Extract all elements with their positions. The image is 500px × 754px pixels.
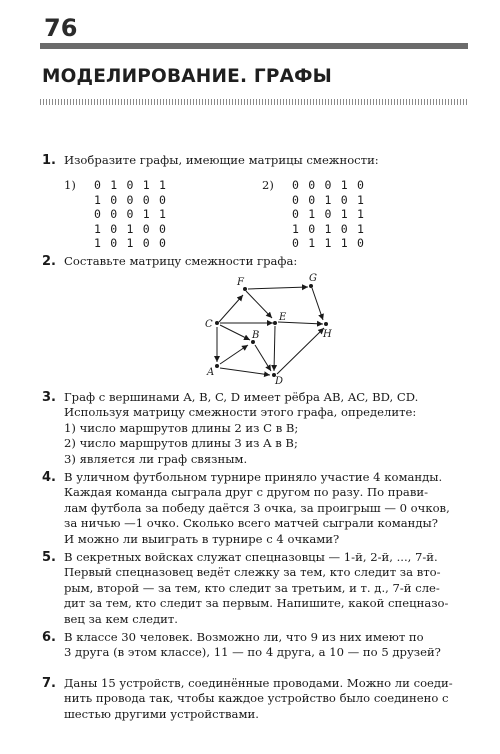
task-4	[42, 470, 472, 547]
task-text-line: нить провода так, чтобы каждое устройство было соединено с	[64, 691, 449, 706]
vertex-g	[309, 284, 313, 288]
edge-c-f	[219, 295, 243, 322]
vertex-label-e: E	[279, 312, 287, 323]
task-text-line: В секретных войсках служат спецназовцы — 1-й, 2-й, ..., 7-й.	[64, 550, 438, 564]
matrix-label: 2)	[262, 178, 274, 192]
matrix-label: 1)	[64, 178, 76, 192]
task-text-line: лам футбола за победу даётся 3 очка, за проигрыш — 0 очков,	[64, 500, 450, 515]
header-bar	[40, 43, 468, 49]
matrix-row: 1 0 0 0 0	[94, 192, 168, 207]
task-subitem: 2) число маршрутов длины 3 из A в B;	[64, 436, 298, 451]
task-text-line: шестью другими устройствами.	[64, 706, 259, 721]
task-1	[42, 153, 472, 168]
vertex-label-g: G	[309, 273, 317, 284]
task-number: 3.	[42, 390, 56, 405]
vertex-label-b: B	[252, 330, 260, 341]
task-subitem: 1) число маршрутов длины 2 из C в B;	[64, 420, 299, 435]
task-number: 1.	[42, 153, 56, 168]
vertex-label-f: F	[237, 277, 244, 288]
task-text-line: Первый спецназовец ведёт слежку за тем, кто следит за вто-	[64, 565, 441, 580]
task-text-line: В уличном футбольном турнире приняло участие 4 команды.	[64, 470, 443, 484]
task-text: Составьте матрицу смежности графа:	[64, 254, 298, 268]
title-underline-hatch	[40, 99, 468, 105]
task-5	[42, 550, 472, 627]
adjacency-matrix-1	[64, 178, 167, 251]
matrix-row: 0 1 1 1 0	[292, 236, 366, 251]
task-text-line: Каждая команда сыграла друг с другом по разу. По прави-	[64, 485, 429, 500]
task-text-line: В классе 30 человек. Возможно ли, что 9 из них имеют по	[64, 630, 424, 644]
vertex-c	[215, 321, 219, 325]
matrix-row: 0 0 0 1 1	[94, 207, 168, 222]
edge-a-d	[220, 368, 270, 375]
edge-f-e	[246, 291, 272, 318]
matrix-row: 0 1 0 1 1	[94, 178, 168, 192]
task-text-line: Используя матрицу смежности этого графа, определите:	[64, 405, 417, 420]
page-number: 76	[44, 14, 78, 42]
vertex-h	[324, 322, 328, 326]
matrix-row: 1 0 1 0 0	[94, 221, 168, 236]
task-text-line: 3 друга (в этом классе), 11 — по 4 друга, а 10 — по 5 друзей?	[64, 645, 441, 660]
matrix-row: 1 0 1 0 0	[94, 236, 168, 251]
task-text-line: И можно ли выиграть в турнире с 4 очками?	[64, 531, 340, 546]
vertex-label-h: H	[323, 329, 332, 340]
task-text-line: рым, второй — за тем, кто следит за третьим, и т. д., 7-й сле-	[64, 580, 440, 595]
task-number: 2.	[42, 254, 56, 269]
vertex-a	[215, 364, 219, 368]
vertex-label-c: C	[205, 319, 213, 330]
edge-g-h	[312, 288, 323, 320]
page-title: МОДЕЛИРОВАНИЕ. ГРАФЫ	[42, 66, 333, 87]
vertex-e	[273, 321, 277, 325]
task-text-line: Даны 15 устройств, соединённые проводами. Можно ли соеди-	[64, 676, 453, 690]
vertex-label-a: A	[207, 367, 215, 378]
task-number: 5.	[42, 550, 56, 565]
matrix-row: 0 0 0 1 0	[292, 178, 366, 192]
task-text-line: вец за кем следит.	[64, 611, 178, 626]
edge-c-b	[220, 325, 250, 340]
edge-d-h	[277, 328, 324, 374]
task-text: Изобразите графы, имеющие матрицы смежности:	[64, 153, 379, 167]
task-7	[42, 676, 472, 722]
task-number: 6.	[42, 630, 56, 645]
task-number: 4.	[42, 470, 56, 485]
edge-f-g	[248, 287, 308, 289]
task-text-line: дит за тем, кто следит за первым. Напишите, какой спецназо-	[64, 596, 449, 611]
edge-a-b	[220, 345, 248, 364]
task-text-line: Граф с вершинами A, B, C, D имеет рёбра AB, AC, BD, CD.	[64, 390, 419, 404]
adjacency-matrix-2	[262, 178, 365, 251]
task-subitem: 3) является ли граф связным.	[64, 451, 248, 466]
task-2	[42, 254, 472, 269]
task-6	[42, 630, 472, 661]
task-3	[42, 390, 472, 467]
edge-e-d	[274, 326, 275, 371]
task-number: 7.	[42, 676, 56, 691]
task-text-line: за ничью —1 очко. Сколько всего матчей сыграли команды?	[64, 516, 438, 531]
matrix-row: 1 0 1 0 1	[292, 221, 366, 236]
directed-graph	[195, 272, 345, 387]
vertex-label-d: D	[275, 376, 284, 387]
matrix-row: 0 0 1 0 1	[292, 192, 366, 207]
edge-b-d	[255, 345, 271, 371]
matrix-row: 0 1 0 1 1	[292, 207, 366, 222]
